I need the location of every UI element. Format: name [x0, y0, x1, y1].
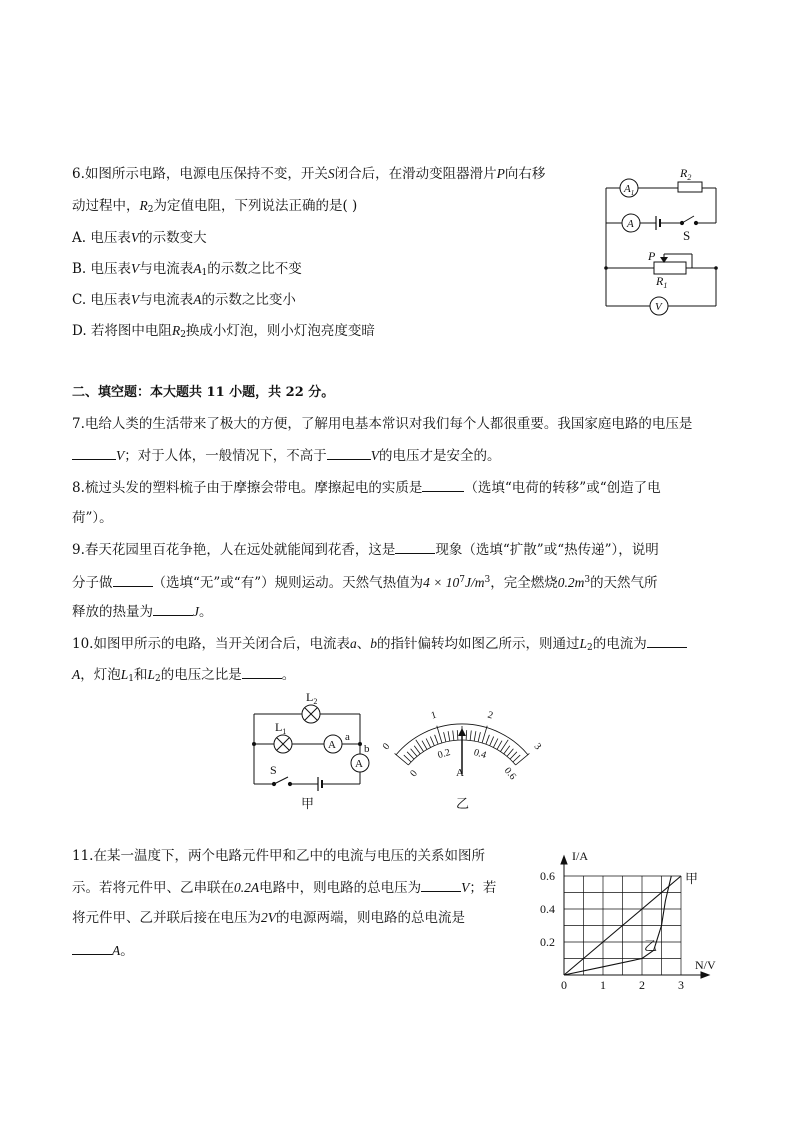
- q11-line3: 将元件甲、乙并联后接在电压为2V的电源两端，则电路的总电流是: [72, 910, 465, 926]
- q11-blank-2[interactable]: [72, 940, 112, 955]
- q6-circuit-diagram: [596, 164, 726, 314]
- dial-tick: [430, 737, 434, 746]
- q10-dial-unit-label: A: [456, 767, 464, 779]
- q10-fig-ammeter-a-symbol: A: [328, 739, 336, 751]
- dial-tick: [510, 752, 517, 759]
- x-tick-label: 0: [561, 978, 567, 992]
- dial-tick: [504, 746, 510, 754]
- q6-fig-a-label: A: [627, 218, 634, 230]
- dial-tick: [470, 731, 471, 741]
- q8-blank-1[interactable]: [422, 477, 464, 492]
- dial-tick: [404, 755, 411, 762]
- dial-bottom-tick-label: 0.2: [436, 747, 452, 762]
- y-tick-label: 0.2: [540, 935, 555, 949]
- q10-circuit-diagram: [248, 690, 378, 815]
- q10-fig-l2-label: $L_2$: [306, 690, 318, 706]
- dial-bottom-tick-label: 0.4: [472, 747, 488, 762]
- dial-tick: [411, 749, 417, 757]
- dial-tick: [437, 726, 442, 743]
- q6-fig-a1-label: $A_1$: [624, 183, 635, 197]
- q6-fig-p-label: P: [648, 249, 656, 263]
- q10-fig-b-label: b: [364, 743, 370, 755]
- q7-blank-1[interactable]: [72, 445, 116, 460]
- dial-top-tick-label: 2: [486, 709, 495, 722]
- q10-line2: A，灯泡$L_1$和$L_2$的电压之比是 。: [72, 664, 295, 689]
- q7-line1: 7.电给人类的生活带来了极大的方便，了解用电基本常识对我们每个人都很重要。我国家庭电路的电压是: [72, 416, 693, 432]
- q10-fig-yi-caption: 乙: [456, 796, 470, 811]
- q8-line1: 8.梳过头发的塑料梳子由于摩擦会带电。摩擦起电的实质是 （选填“电荷的转移”或“创造了电: [72, 477, 661, 498]
- q11-line4: A。: [72, 940, 134, 961]
- x-axis-label: N/V: [695, 958, 716, 972]
- q6-option-c: C. 电压表V与电流表A的示数之比变小: [72, 292, 296, 308]
- dial-tick: [474, 731, 476, 741]
- dial-tick: [395, 753, 409, 765]
- legend-jia: 甲: [685, 870, 699, 886]
- q9-line1: 9.春天花园里百花争艳，人在远处就能闻到花香，这是 现象（选填“扩散”或“热传递”），说明: [72, 539, 659, 560]
- dial-tick: [457, 730, 458, 740]
- pointer-arrow-icon: [458, 728, 466, 736]
- q8-line2: 荷”）。: [72, 510, 113, 526]
- section-2-heading: 二、填空题：本大题共 11 小题，共 22 分。: [72, 385, 335, 400]
- dial-tick: [513, 755, 520, 762]
- y-axis-arrow-icon: [561, 856, 567, 864]
- dial-tick: [453, 731, 454, 741]
- q6-stem-line2: 动过程中，$R_2$为定值电阻，下列说法正确的是( ): [72, 198, 358, 215]
- q9-line2: 分子做 （选填“无”或“有”）规则运动。天然气热值为$4 \times 10^7J/m^3$，完全燃烧$0.2m^3$的天然气所: [72, 570, 658, 593]
- q9-line3: 释放的热量为 J。: [72, 601, 213, 622]
- q10-fig-a-label: a: [345, 731, 350, 743]
- q10-fig-jia-caption: 甲: [301, 796, 315, 811]
- q11-line1: 11.在某一温度下，两个电路元件甲和乙中的电流与电压的关系如图所: [72, 848, 485, 864]
- dial-tick: [426, 739, 431, 748]
- dial-tick: [444, 732, 446, 742]
- dial-top-tick-label: 0: [380, 741, 393, 753]
- q9-blank-3[interactable]: [153, 601, 193, 616]
- q11-iv-chart: [534, 842, 734, 992]
- q10-fig-s-label: S: [270, 763, 277, 777]
- q6-option-d: D. 若将图中电阻$R_2$换成小灯泡，则小灯泡亮度变暗: [72, 323, 375, 340]
- dial-tick: [407, 752, 414, 759]
- dial-tick: [422, 741, 427, 750]
- legend-yi: 乙: [643, 938, 657, 954]
- q6-fig-r1-label: $R_1$: [656, 274, 668, 290]
- dial-top-tick-label: 3: [531, 741, 544, 753]
- x-tick-label: 3: [678, 978, 684, 992]
- q6-option-b: B. 电压表V与电流表$A_1$的示数之比不变: [72, 261, 302, 278]
- x-axis-arrow-icon: [701, 972, 709, 978]
- dial-tick: [497, 741, 502, 750]
- q7-blank-2[interactable]: [327, 445, 371, 460]
- dial-top-tick-label: 1: [429, 709, 438, 722]
- y-tick-label: 0.4: [540, 902, 555, 916]
- x-tick-label: 1: [600, 978, 606, 992]
- dial-tick: [493, 739, 498, 748]
- q10-fig-l1-label: $L_1$: [275, 720, 287, 736]
- dial-tick: [478, 732, 480, 742]
- dial-tick: [435, 735, 439, 744]
- q9-blank-2[interactable]: [113, 572, 153, 587]
- q9-blank-1[interactable]: [395, 539, 435, 554]
- dial-bottom-tick-label: 0: [408, 768, 420, 780]
- dial-tick: [414, 746, 420, 754]
- q6-fig-r2-label: $R_2$: [680, 166, 692, 182]
- dial-bottom-tick-label: 0.6: [501, 765, 519, 783]
- q10-ammeter-dial: [372, 690, 552, 815]
- dial-tick: [507, 749, 513, 757]
- q10-blank-1[interactable]: [647, 633, 687, 648]
- dial-tick: [448, 731, 450, 741]
- dial-tick: [466, 730, 467, 740]
- q6-fig-v-label: V: [655, 301, 662, 313]
- y-tick-label: 0.6: [540, 869, 555, 883]
- q10-blank-2[interactable]: [242, 664, 282, 679]
- q11-blank-1[interactable]: [421, 877, 461, 892]
- q6-fig-s-label: S: [683, 228, 691, 243]
- q10-line1: 10.如图甲所示的电路，当开关闭合后，电流表a、b的指针偏转均如图乙所示，则通过$L_2$的电流为: [72, 633, 687, 658]
- q6-option-a: A. 电压表V的示数变大: [72, 230, 207, 246]
- x-tick-label: 2: [639, 978, 645, 992]
- dial-tick: [490, 737, 494, 746]
- y-axis-label: I/A: [572, 849, 588, 863]
- dial-tick: [482, 726, 487, 743]
- q6-stem-line1: 6.如图所示电路，电源电压保持不变，开关S闭合后，在滑动变阻器滑片P向右移: [72, 166, 546, 182]
- q11-line2: 示。若将元件甲、乙串联在0.2A电路中，则电路的总电压为 V；若: [72, 877, 496, 898]
- q7-line2: V；对于人体，一般情况下，不高于 V的电压才是安全的。: [72, 445, 501, 466]
- dial-tick: [486, 735, 490, 744]
- q10-fig-ammeter-b-symbol: A: [355, 758, 363, 770]
- dial-tick: [516, 753, 530, 765]
